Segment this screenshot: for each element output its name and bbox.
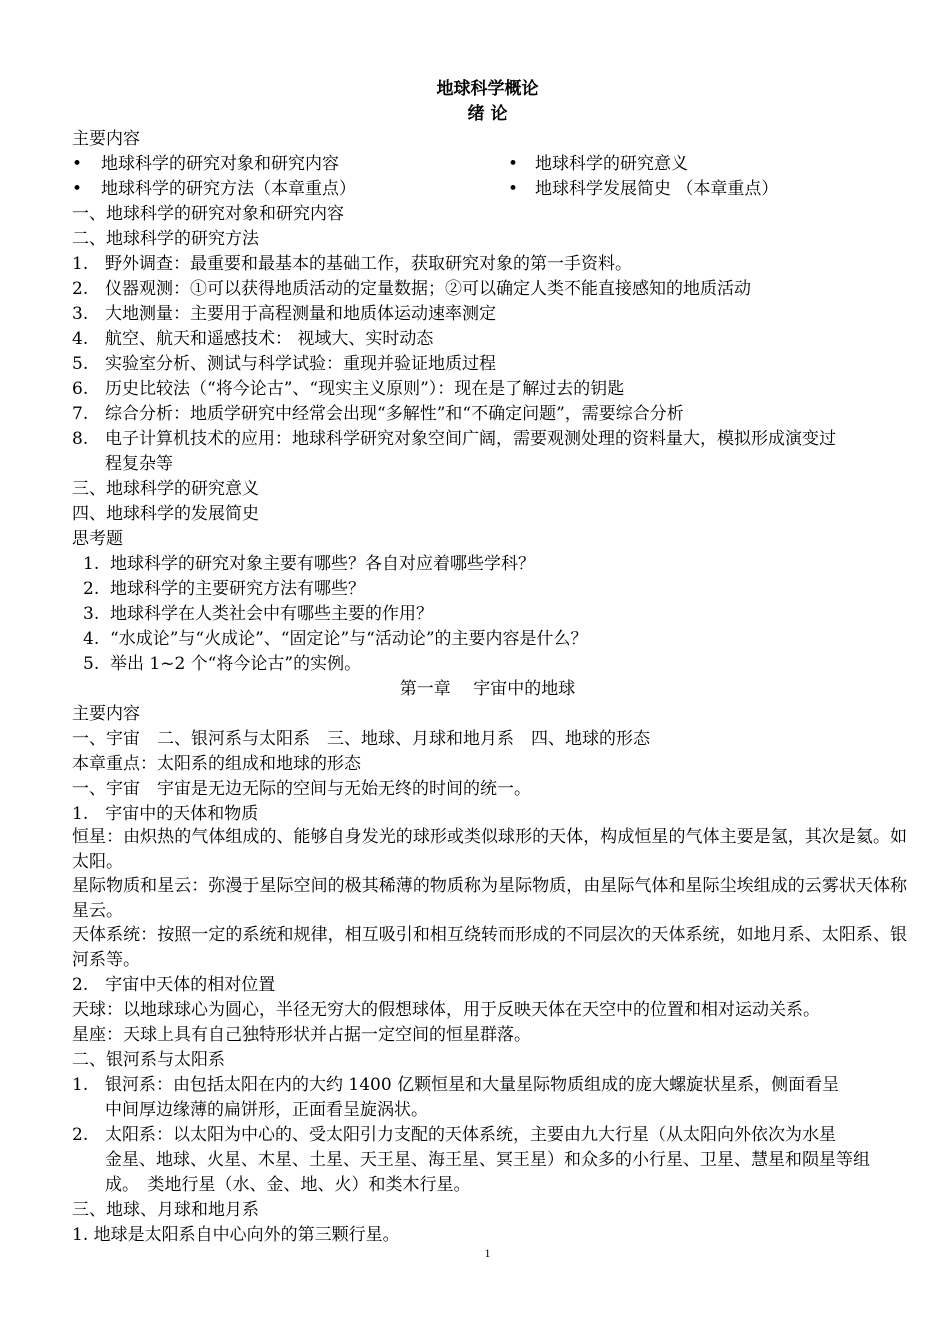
question-number: 4. — [83, 629, 100, 649]
section-heading: 一、宇宙 宇宙是无边无际的空间与无始无终的时间的统一。 — [72, 779, 531, 799]
questions-label: 思考题 — [72, 529, 123, 549]
main-content-label: 主要内容 — [72, 704, 140, 724]
list-item: 野外调查：最重要和最基本的基础工作，获取研究对象的第一手资料。 — [105, 254, 632, 274]
intro-heading: 绪 论 — [467, 104, 508, 124]
bullet-icon: • — [72, 154, 83, 174]
bullet-item: 地球科学的研究意义 — [535, 154, 688, 174]
question-number: 2. — [83, 579, 100, 599]
list-item: 仪器观测：①可以获得地质活动的定量数据；②可以确定人类不能直接感知的地质活动 — [105, 279, 751, 299]
document-title: 地球科学概论 — [436, 79, 539, 99]
list-number: 5. — [72, 354, 89, 374]
main-content-label: 主要内容 — [72, 129, 140, 149]
list-item: 实验室分析、测试与科学试验：重现并验证地质过程 — [105, 354, 496, 374]
bullet-icon: • — [508, 154, 519, 174]
list-item: 电子计算机技术的应用：地球科学研究对象空间广阔，需要观测处理的资料量大，模拟形成演变过 — [105, 429, 836, 449]
section-heading: 二、地球科学的研究方法 — [72, 229, 259, 249]
list-item: 1. 地球是太阳系自中心向外的第三颗行星。 — [72, 1225, 400, 1245]
section-heading: 三、地球、月球和地月系 — [72, 1200, 259, 1220]
question-number: 1. — [83, 554, 100, 574]
paragraph-constellation: 星座：天球上具有自己独特形状并占据一定空间的恒星群落。 — [72, 1025, 531, 1045]
list-item-continued: 程复杂等 — [105, 454, 173, 474]
list-item: 历史比较法（“将今论古”、“现实主义原则”）：现在是了解过去的钥匙 — [105, 379, 625, 399]
bullet-icon: • — [508, 179, 519, 199]
list-item: 银河系：由包括太阳在内的大约 1400 亿颗恒星和大量星际物质组成的庞大螺旋状星系，侧面看呈 — [105, 1075, 840, 1095]
list-item-continued: 金星、地球、火星、木星、土星、天王星、海王星、冥王星）和众多的小行星、卫星、慧星和陨星等组 — [105, 1150, 870, 1170]
section-heading: 一、地球科学的研究对象和研究内容 — [72, 204, 344, 224]
paragraph-system: 天体系统：按照一定的系统和规律，相互吸引和相互绕转而形成的不同层次的天体系统，如地月系、太阳系、银河系等。 — [72, 925, 907, 970]
list-number: 1. — [72, 1075, 89, 1095]
question-number: 3. — [83, 604, 100, 624]
list-item: 综合分析：地质学研究中经常会出现“多解性”和“不确定问题”，需要综合分析 — [105, 404, 684, 424]
subsection-heading: 2. 宇宙中天体的相对位置 — [72, 975, 276, 995]
list-item-continued: 成。 类地行星（水、金、地、火）和类木行星。 — [105, 1175, 471, 1195]
question-item: 地球科学的主要研究方法有哪些？ — [110, 579, 365, 599]
list-number: 2. — [72, 1125, 89, 1145]
list-number: 3. — [72, 304, 89, 324]
bullet-item: 地球科学的研究对象和研究内容 — [101, 154, 339, 174]
list-number: 7. — [72, 404, 89, 424]
question-item: 地球科学在人类社会中有哪些主要的作用？ — [110, 604, 433, 624]
section-heading: 二、银河系与太阳系 — [72, 1050, 225, 1070]
list-number: 4. — [72, 329, 89, 349]
section-heading: 三、地球科学的研究意义 — [72, 479, 259, 499]
chapter-toc: 一、宇宙 二、银河系与太阳系 三、地球、月球和地月系 四、地球的形态 — [72, 729, 650, 749]
paragraph-sphere: 天球：以地球球心为圆心，半径无穷大的假想球体，用于反映天体在天空中的位置和相对运动关系。 — [72, 1000, 820, 1020]
subsection-heading: 1. 宇宙中的天体和物质 — [72, 804, 259, 824]
question-number: 5. — [83, 654, 100, 674]
list-item: 太阳系：以太阳为中心的、受太阳引力支配的天体系统，主要由九大行星（从太阳向外依次为水星 — [105, 1125, 836, 1145]
key-point: 本章重点：太阳系的组成和地球的形态 — [72, 754, 361, 774]
question-item: 举出 1~2 个“将今论古”的实例。 — [110, 654, 362, 674]
list-item: 航空、航天和遥感技术： 视域大、实时动态 — [105, 329, 434, 349]
paragraph-star: 恒星：由炽热的气体组成的、能够自身发光的球形或类似球形的天体，构成恒星的气体主要是氢，其次是氦。如太阳。 — [72, 827, 907, 872]
list-number: 1. — [72, 254, 89, 274]
list-item: 大地测量：主要用于高程测量和地质体运动速率测定 — [105, 304, 496, 324]
list-number: 8. — [72, 429, 89, 449]
bullet-icon: • — [72, 179, 83, 199]
paragraph-nebula: 星际物质和星云：弥漫于星际空间的极其稀薄的物质称为星际物质，由星际气体和星际尘埃组成的云雾状天体称星云。 — [72, 876, 907, 921]
bullet-item: 地球科学的研究方法（本章重点） — [101, 179, 356, 199]
list-item-continued: 中间厚边缘薄的扁饼形，正面看呈旋涡状。 — [105, 1100, 428, 1120]
chapter-heading: 第一章 宇宙中的地球 — [399, 679, 576, 699]
list-number: 6. — [72, 379, 89, 399]
question-item: “水成论”与“火成论”、“固定论”与“活动论”的主要内容是什么？ — [110, 629, 588, 649]
section-heading: 四、地球科学的发展简史 — [72, 504, 259, 524]
list-number: 2. — [72, 279, 89, 299]
bullet-item: 地球科学发展简史 （本章重点） — [535, 179, 779, 199]
question-item: 地球科学的研究对象主要有哪些？各自对应着哪些学科？ — [110, 554, 535, 574]
page-number: 1 — [484, 1246, 491, 1260]
